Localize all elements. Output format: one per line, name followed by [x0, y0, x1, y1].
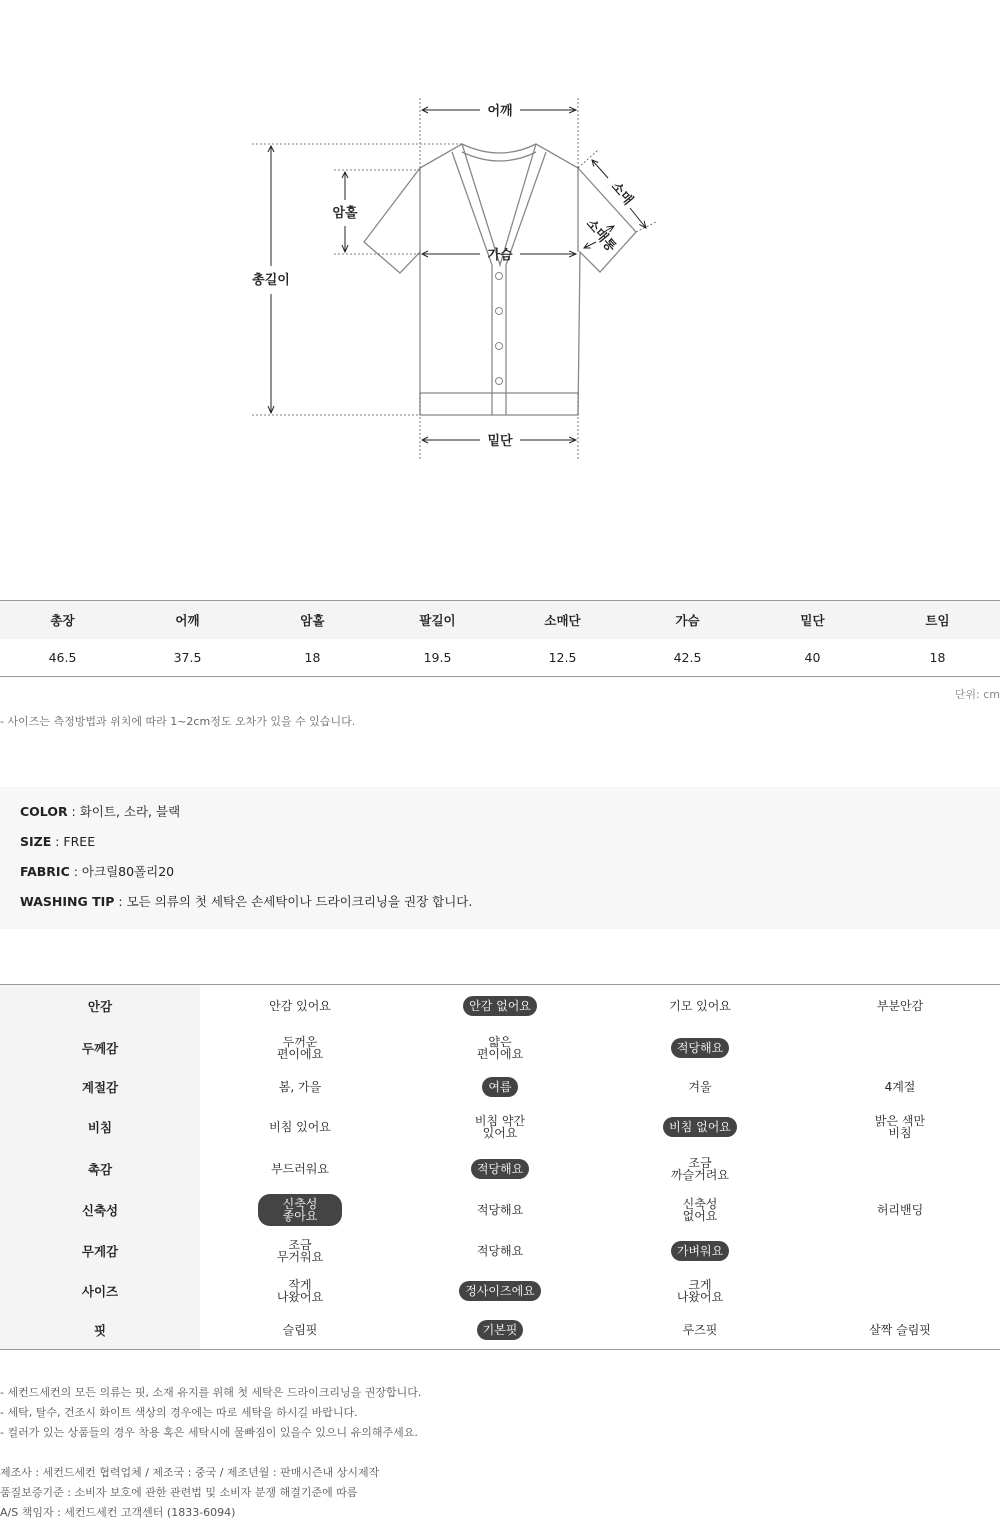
feel-row [0, 1189, 1000, 1231]
feel-option-cell [200, 1032, 400, 1064]
manufacturer-info [0, 1463, 379, 1522]
header-cell: 가슴 [675, 612, 700, 628]
feel-option-cell [800, 1320, 1000, 1340]
feel-row-label: 두께감 [0, 1027, 200, 1068]
feel-option-cell [400, 1111, 600, 1143]
feel-option: 부분안감 [876, 999, 924, 1013]
feel-row-label: 비침 [0, 1106, 200, 1148]
feel-option-cell [800, 1111, 1000, 1143]
feel-option: 겨울 [688, 1080, 712, 1094]
size-table [0, 600, 1000, 677]
feel-row-label: 핏 [0, 1310, 200, 1349]
feel-option: 4계절 [884, 1080, 916, 1094]
size-table-values [0, 639, 1000, 677]
feel-option: 부드러워요 [271, 1161, 329, 1176]
label-shoulder: 어깨 [487, 104, 513, 119]
color-value: : 화이트, 소라, 블랙 [67, 804, 181, 819]
value-cell: 18 [304, 649, 321, 665]
feel-row [0, 1148, 1000, 1189]
feel-option-cell [200, 1275, 400, 1307]
care-note: - 세탁, 탈수, 건조시 화이트 색상의 경우에는 따로 세탁을 하시길 바랍니다. [0, 1406, 358, 1419]
manufacturer-line: 품질보증기준 : 소비자 보호에 관한 관련법 및 소비자 분쟁 해결기준에 따름 [0, 1486, 358, 1499]
feel-row-label: 사이즈 [0, 1271, 200, 1310]
feel-row-label: 안감 [0, 985, 200, 1027]
label-total-length: 총길이 [252, 273, 290, 288]
cardigan-diagram-svg [0, 0, 1000, 560]
feel-row-label: 촉감 [0, 1148, 200, 1189]
feel-row [0, 985, 1000, 1027]
label-hem: 밑단 [487, 434, 513, 449]
feel-option: 크게 나왔어요 [676, 1277, 724, 1304]
feel-option: 봄, 가을 [278, 1080, 322, 1094]
header-cell: 어깨 [175, 612, 200, 628]
feel-row [0, 1106, 1000, 1148]
feel-option-selected: 안감 없어요 [463, 996, 537, 1016]
label-armhole: 암홀 [332, 206, 358, 221]
feel-option: 조금 무거워요 [276, 1238, 324, 1264]
feel-option-cell [200, 1077, 400, 1097]
feel-option: 슬림핏 [282, 1322, 318, 1337]
feel-option-cell [400, 1320, 600, 1340]
feel-option-selected: 적당해요 [671, 1038, 729, 1058]
feel-option-selected: 신축성 좋아요 [258, 1194, 342, 1226]
feel-option-cell [400, 1077, 600, 1097]
feel-option: 비침 약간 있어요 [474, 1114, 526, 1140]
feel-option-cell [200, 1194, 400, 1226]
unit-label: 단위: cm [954, 688, 1000, 701]
feel-option-cell [200, 1159, 400, 1179]
header-cell: 밑단 [800, 612, 825, 628]
feel-option: 조금 까슬거려요 [671, 1155, 729, 1182]
header-cell: 팔길이 [419, 612, 456, 628]
feel-option: 비침 있어요 [269, 1120, 331, 1134]
header-cell: 총장 [50, 612, 75, 628]
feel-row-label: 계절감 [0, 1068, 200, 1106]
feel-option-cell [600, 1077, 800, 1097]
feel-option: 살짝 슬림핏 [869, 1322, 931, 1337]
feel-option-cell [600, 1117, 800, 1137]
feel-option-cell [400, 1281, 600, 1301]
manufacturer-line: A/S 책임자 : 세컨드세컨 고객센터 (1833-6094) [0, 1506, 236, 1519]
value-cell: 37.5 [173, 649, 202, 665]
feel-option: 밝은 색만 비침 [874, 1114, 926, 1140]
feel-option-cell [600, 1241, 800, 1261]
feel-option: 두꺼운 편이에요 [276, 1034, 324, 1061]
fabric-label: FABRIC [20, 864, 70, 879]
washing-label: WASHING TIP [20, 894, 115, 909]
value-cell: 46.5 [48, 649, 77, 665]
feel-option-cell [800, 1200, 1000, 1220]
feel-option-cell [400, 1241, 600, 1261]
feel-option-cell [600, 1194, 800, 1226]
feel-option-cell [600, 1038, 800, 1058]
manufacturer-line: 제조사 : 세컨드세컨 협력업체 / 제조국 : 중국 / 제조년월 : 판매시즌내 상시제작 [0, 1466, 380, 1479]
value-cell: 40 [804, 649, 821, 665]
feel-row-label: 신축성 [0, 1189, 200, 1231]
feel-option-cell [200, 1320, 400, 1340]
washing-line [20, 894, 980, 924]
feel-option-cell [800, 996, 1000, 1016]
fabric-line [20, 864, 980, 894]
value-cell: 18 [929, 649, 946, 665]
feel-option: 작게 나왔어요 [276, 1277, 324, 1304]
size-table-header [0, 601, 1000, 639]
value-cell: 42.5 [673, 649, 702, 665]
care-note: - 컬러가 있는 상품들의 경우 착용 혹은 세탁시에 물빠짐이 있을수 있으니 유의해주세요. [0, 1426, 418, 1439]
fabric-feel-table [0, 984, 1000, 1350]
feel-option-cell [600, 1320, 800, 1340]
value-cell: 19.5 [423, 649, 452, 665]
feel-option-selected: 정사이즈에요 [459, 1281, 541, 1301]
feel-row [0, 1231, 1000, 1271]
feel-option-cell [200, 1117, 400, 1137]
size-note: - 사이즈는 측정방법과 위치에 따라 1~2cm정도 오차가 있을 수 있습니다. [0, 715, 356, 728]
label-chest: 가슴 [487, 248, 513, 263]
feel-option: 얇은 편이에요 [476, 1034, 524, 1061]
header-cell: 트임 [925, 612, 950, 628]
feel-option: 적당해요 [476, 1244, 524, 1258]
feel-option-cell [600, 1153, 800, 1185]
feel-option: 루즈핏 [682, 1322, 718, 1337]
feel-row [0, 1027, 1000, 1068]
feel-option-selected: 비침 없어요 [663, 1117, 737, 1137]
size-value: : FREE [51, 834, 96, 849]
feel-option: 안감 있어요 [269, 999, 331, 1013]
feel-option-cell [600, 996, 800, 1016]
feel-row [0, 1068, 1000, 1106]
size-diagram [0, 0, 1000, 560]
feel-row [0, 1271, 1000, 1310]
feel-option-selected: 여름 [482, 1077, 517, 1097]
size-line [20, 834, 980, 864]
product-info [0, 787, 1000, 929]
label-sleeve-width: 소매통 [582, 216, 619, 256]
care-note: - 세컨드세컨의 모든 의류는 핏, 소재 유지를 위해 첫 세탁은 드라이크리닝을 권장합니다. [0, 1386, 422, 1399]
feel-option: 신축성 없어요 [682, 1197, 718, 1223]
washing-value: : 모든 의류의 첫 세탁은 손세탁이나 드라이크리닝을 권장 합니다. [114, 894, 473, 909]
feel-option: 적당해요 [476, 1203, 524, 1217]
feel-option: 허리밴딩 [876, 1203, 924, 1217]
header-cell: 암홀 [300, 612, 325, 628]
feel-option-selected: 적당해요 [471, 1159, 529, 1179]
feel-option-cell [600, 1275, 800, 1307]
fabric-value: : 아크릴80폴리20 [69, 864, 175, 879]
label-sleeve: 소매 [607, 179, 636, 209]
feel-option-cell [800, 1077, 1000, 1097]
feel-option: 기모 있어요 [669, 999, 731, 1013]
color-label: COLOR [20, 804, 68, 819]
feel-option-cell [200, 1235, 400, 1267]
value-cell: 12.5 [548, 649, 577, 665]
size-label: SIZE [20, 834, 52, 849]
feel-option-cell [200, 996, 400, 1016]
feel-option-cell [400, 1200, 600, 1220]
feel-option-cell [400, 1032, 600, 1064]
color-line [20, 804, 980, 834]
header-cell: 소매단 [544, 612, 581, 628]
feel-row [0, 1310, 1000, 1349]
feel-option-selected: 가벼워요 [671, 1241, 729, 1261]
feel-row-label: 무게감 [0, 1231, 200, 1271]
feel-option-cell [400, 1159, 600, 1179]
care-notes [0, 1383, 421, 1443]
feel-option-cell [400, 996, 600, 1016]
feel-option-selected: 기본핏 [477, 1320, 524, 1340]
